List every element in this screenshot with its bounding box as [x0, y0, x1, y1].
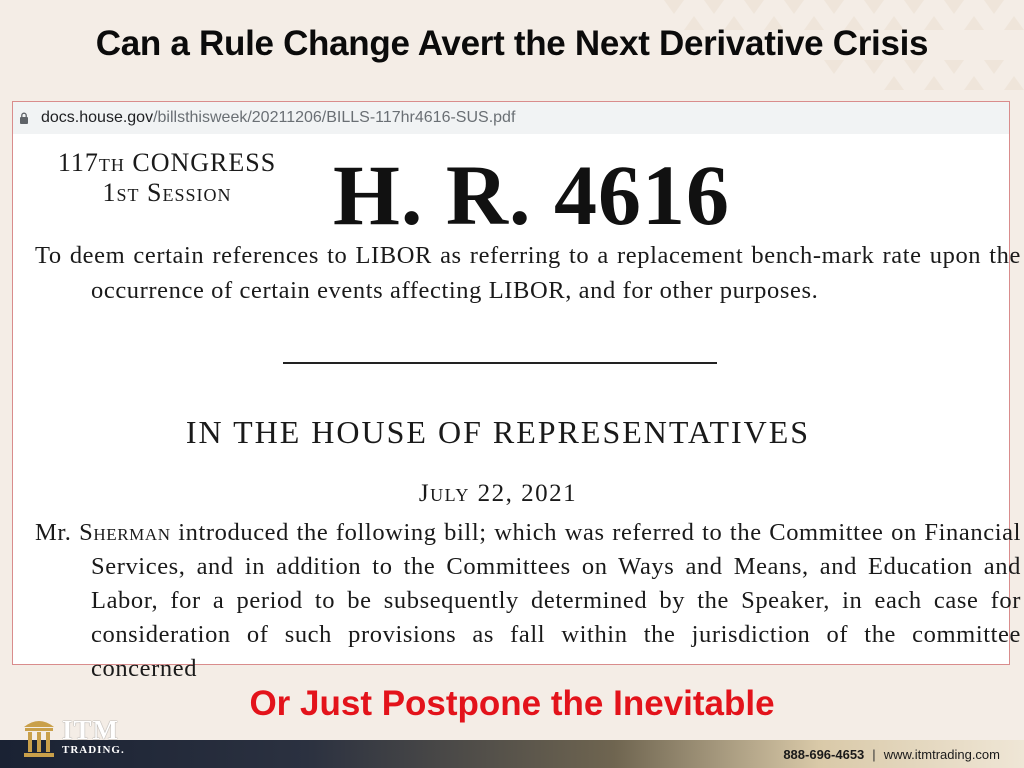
sponsor-name: Sherman — [79, 519, 171, 546]
logo-wordmark: ITM — [62, 715, 119, 745]
footer-separator: | — [872, 747, 876, 762]
bill-purpose: To deem certain references to LIBOR as referring to a replacement bench-mark rate upon the occurrence of certain events affecting LIBOR, and for other purposes. — [35, 242, 1021, 304]
itm-trading-logo[interactable] — [22, 715, 142, 763]
lock-icon — [19, 112, 29, 124]
intro-text: introduced the following bill; which was referred to the Committee on Financial Services, and in addition to the Committees on Ways and Means, and Education and Labor, for a period to be subsequently determined by the Speaker, in each case for consideration of such provisions as fall within the jurisdiction of the committee concerned — [91, 519, 1021, 682]
url-domain: docs.house.gov — [41, 109, 154, 126]
congress-session — [33, 148, 301, 208]
bill-number-title: H. R. 4616 — [333, 147, 730, 243]
slide-subheadline: Or Just Postpone the Inevitable — [249, 684, 775, 723]
columns-logo-icon — [22, 715, 56, 759]
logo-subtext: TRADING. — [62, 744, 125, 756]
introduction-paragraph — [35, 516, 1021, 686]
section-divider — [283, 362, 717, 364]
introduction-date: July 22, 2021 — [418, 480, 578, 507]
footer-website[interactable]: www.itmtrading.com — [883, 747, 1000, 762]
footer-phone[interactable]: 888-696-4653 — [783, 747, 865, 762]
document-screenshot — [12, 101, 1021, 682]
slide-headline: Can a Rule Change Avert the Next Derivative Crisis — [95, 24, 929, 63]
congress-line: 117th CONGRESS — [57, 148, 277, 177]
intro-prefix: Mr. — [35, 519, 72, 546]
chamber-heading: IN THE HOUSE OF REPRESENTATIVES — [185, 414, 811, 450]
session-line: 1st Session — [102, 178, 232, 207]
url-path: /billsthisweek/20211206/BILLS-117hr4616-SUS.pdf — [153, 109, 516, 126]
footer-contact — [783, 747, 1000, 762]
browser-url-bar[interactable] — [13, 102, 1009, 134]
